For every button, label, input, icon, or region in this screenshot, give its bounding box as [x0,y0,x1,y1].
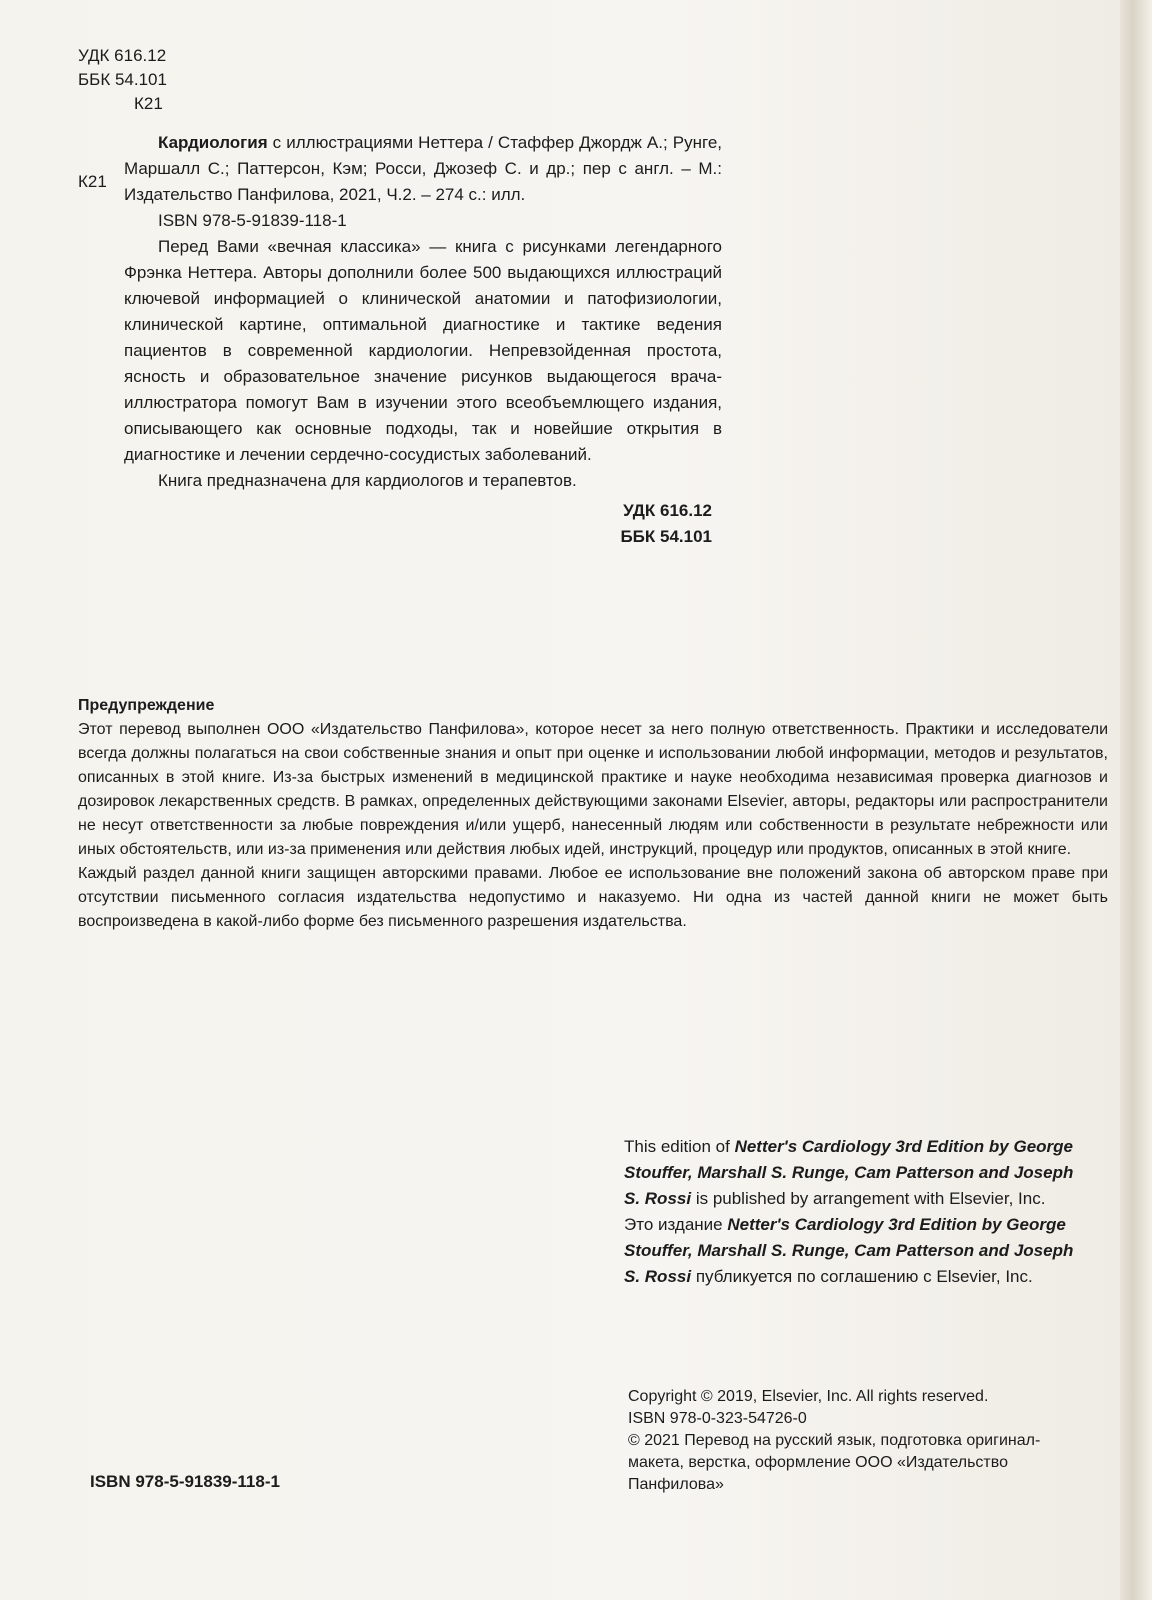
book-title: Кардиология [158,133,268,152]
copyright-line-3: © 2021 Перевод на русский язык, подготовка оригинал-макета, верстка, оформление ООО «Издательство Панфилова» [628,1432,1041,1493]
udk-code: УДК 616.12 [78,46,167,65]
edition-notice [624,1134,1094,1290]
udk-code-bottom: УДК 616.12 [623,501,712,520]
side-author-mark: К21 [78,172,107,191]
bbk-code-bottom: ББК 54.101 [620,527,712,546]
bibliographic-description: с иллюстрациями Неттера / Стаффер Джордж А.; Рунге, Маршалл С.; Паттерсон, Кэм; Росси, Джозеф С. и др.; пер с англ. – М.: Издательство Панфилова, 2021, Ч.2. – 274 с.: илл. [124,133,722,204]
classification-block [78,44,167,116]
edition-en-prefix: This edition of [624,1137,735,1156]
author-mark: К21 [134,94,163,113]
edition-notice-ru [624,1212,1094,1290]
bibliographic-heading [124,130,722,208]
copyright-line-1: Copyright © 2019, Elsevier, Inc. All rights reserved. [628,1388,989,1405]
bibliographic-record [124,130,722,550]
edition-en-title: Netter's Cardiology 3rd Edition by George Stouffer, Marshall S. Runge, Cam Patterson and Joseph S. Rossi [624,1137,1074,1208]
warning-title: Предупреждение [78,697,215,714]
abstract-text: Перед Вами «вечная классика» — книга с рисунками легендарного Фрэнка Неттера. Авторы дополнили более 500 выдающихся иллюстраций ключевой информацией о клинической анатомии и патофизиологии, клинической картине, оптимальной диагностике и тактике ведения пациентов в современной кардиологии. Непревзойденная простота, ясность и образовательное значение рисунков выдающегося врача-иллюстратора помогут Вам в изучении этого всеобъемлющего издания, описывающего как основные подходы, так и новейшие открытия в диагностике и лечении сердечно-сосудистых заболеваний. [124,237,722,464]
warning-paragraph-1: Этот перевод выполнен ООО «Издательство Панфилова», которое несет за него полную ответственность. Практики и исследователи всегда должны полагаться на свои собственные знания и опыт при оценке и использовании любой информации, методов и результатов, описанных в этой книге. Из-за быстрых изменений в медицинской практике и науке необходима независимая проверка диагнозов и дозировок лекарственных средств. В рамках, определенных действующими законами Elsevier, авторы, редакторы или распространители не несут ответственности за любые повреждения и/или ущерб, нанесенный людям или собственности в результате небрежности или иных обстоятельств, или из-за применения или действия любых идей, инструкций, процедур или продуктов, описанных в этой книге. [78,721,1108,858]
page-edge [1120,0,1152,1600]
isbn-bottom: ISBN 978-5-91839-118-1 [90,1472,280,1491]
edition-ru-prefix: Это издание [624,1215,728,1234]
audience-text: Книга предназначена для кардиологов и терапевтов. [158,471,577,490]
edition-en-suffix: is published by arrangement with Elsevier, Inc. [691,1189,1046,1208]
warning-paragraph-2: Каждый раздел данной книги защищен авторскими правами. Любое ее использование вне положений закона об авторском праве при отсутствии письменного согласия издательства недопустимо и наказуемо. Ни одна из частей данной книги не может быть воспроизведена в какой-либо форме без письменного разрешения издательства. [78,865,1108,930]
warning-section [78,694,1108,934]
bbk-code: ББК 54.101 [78,70,167,89]
isbn-line: ISBN 978-5-91839-118-1 [158,211,347,230]
edition-ru-suffix: публикуется по соглашению с Elsevier, Inc. [691,1267,1033,1286]
copyright-line-2: ISBN 978-0-323-54726-0 [628,1410,807,1427]
edition-notice-en [624,1134,1094,1212]
edition-ru-title: Netter's Cardiology 3rd Edition by George Stouffer, Marshall S. Runge, Cam Patterson and Joseph S. Rossi [624,1215,1074,1286]
copyright-block [628,1386,1048,1496]
